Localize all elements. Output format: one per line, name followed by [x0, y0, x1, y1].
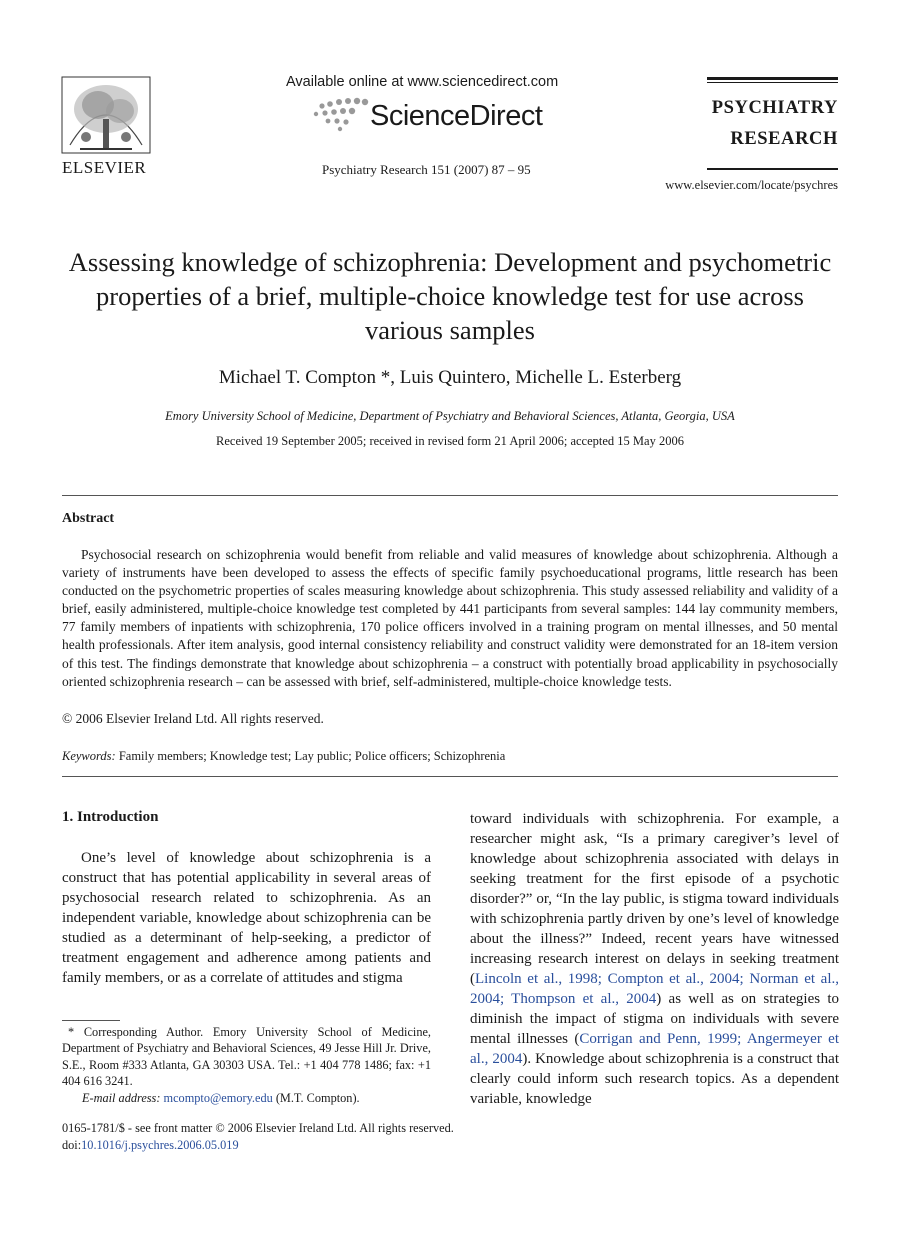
journal-reference: Psychiatry Research 151 (2007) 87 – 95: [322, 162, 531, 177]
intro-right-text-1: toward individuals with schizophrenia. For example, a researcher might ask, “Is a primary caregiver’s level of knowledge about schizophrenia associated with delays in seeking treatment for the first episode of a psychotic disorder?” or, “In the lay public, is stigma toward individuals with schizophrenia partly driven by one’s level of knowledge about the illness?” Indeed, recent years have witnessed increasing research interest on delays in seeking treatment (: [470, 811, 839, 987]
intro-right-text-3: ). Knowledge about schizophrenia is a construct that clearly could inform such research topics. As a dependent variable, knowledge: [470, 1051, 839, 1107]
corresponding-author-footnote: [62, 1024, 431, 1106]
journal-title-line1: PSYCHIATRY: [711, 98, 838, 118]
keywords: [62, 749, 505, 764]
keywords-list: Family members; Knowledge test; Lay public; Police officers; Schizophrenia: [118, 749, 506, 763]
author-affiliation: Emory University School of Medicine, Department of Psychiatry and Behavioral Sciences, Atlanta, Georgia, USA: [165, 409, 735, 423]
keywords-label: Keywords:: [62, 749, 116, 763]
journal-url[interactable]: www.elsevier.com/locate/psychres: [665, 178, 838, 192]
footnote-rule: [62, 1020, 120, 1021]
email-suffix: (M.T. Compton).: [275, 1090, 360, 1105]
doi-label: doi:: [62, 1137, 82, 1152]
abstract-copyright: © 2006 Elsevier Ireland Ltd. All rights reserved.: [62, 711, 324, 726]
footnote-email-line: [62, 1090, 431, 1106]
sciencedirect-dots-icon: [312, 94, 372, 134]
email-link[interactable]: mcompto@emory.edu: [163, 1090, 273, 1105]
article-authors: Michael T. Compton *, Luis Quintero, Michelle L. Esterberg: [218, 367, 682, 388]
email-label: E-mail address:: [82, 1090, 161, 1105]
journal-title-line2: RESEARCH: [730, 129, 838, 149]
doi-line: [62, 1137, 454, 1154]
doi-link[interactable]: 10.1016/j.psychres.2006.05.019: [81, 1137, 239, 1152]
abstract-text: Psychosocial research on schizophrenia would benefit from reliable and valid measures of knowledge about schizophrenia. Although a variety of instruments have been developed to assess the effects of specific family psychoeducational programs, little research has been conducted on the psychometric properties of scales measuring knowledge about schizophrenia. This study assessed reliability and validity of a brief, easily administered, multiple-choice knowledge test completed by 441 participants from several samples: 144 lay community members, 77 family members of inpatients with schizophrenia, 170 police officers involved in a training program on mental illnesses, and 50 mental health professionals. After item analysis, good internal consistency reliability and construct validity were demonstrated for an 18-item version of this test. The findings demonstrate that knowledge about schizophrenia – a construct with potentially broad applicability in psychosocially oriented schizophrenia research – can be assessed with brief, self-administered, multiple-choice knowledge tests.: [62, 547, 838, 689]
divider-bottom: [62, 776, 838, 777]
journal-rule-top-thin: [707, 82, 838, 83]
divider-top: [62, 495, 838, 496]
article-dates: Received 19 September 2005; received in revised form 21 April 2006; accepted 15 May 2006: [216, 434, 684, 448]
available-online[interactable]: Available online at www.sciencedirect.com: [286, 74, 559, 90]
sciencedirect-logo-text: ScienceDirect: [370, 100, 543, 132]
abstract-heading: Abstract: [62, 511, 115, 526]
section-heading-introduction: 1. Introduction: [62, 809, 159, 825]
journal-rule-bottom: [707, 168, 838, 170]
article-title: Assessing knowledge of schizophrenia: Development and psychometric properties of a brief, multiple-choice knowledge test for use across various samples: [68, 247, 832, 345]
citation-link-delays[interactable]: Lincoln et al., 1998; Compton et al., 2004; Norman et al., 2004; Thompson et al., 2004: [470, 971, 839, 1007]
front-matter-line: 0165-1781/$ - see front matter © 2006 Elsevier Ireland Ltd. All rights reserved.: [62, 1121, 454, 1135]
front-matter: [62, 1120, 454, 1153]
intro-right-text-2: ) as well as on strategies to diminish the impact of stigma on individuals with severe mental illnesses (: [470, 991, 839, 1047]
journal-rule-top: [707, 77, 838, 80]
intro-right-column: [470, 809, 839, 1109]
intro-left-column: One’s level of knowledge about schizophrenia is a construct that has potential applicability in several areas of psychosocial research related to schizophrenia. As an independent variable, knowledge about schizophrenia can be studied as a determinant of help-seeking, a predictor of treatment engagement and adherence among patients and family members, or as a correlate of attitudes and stigma: [62, 850, 431, 986]
publisher-name: ELSEVIER: [62, 158, 147, 177]
citation-link-stigma[interactable]: Corrigan and Penn, 1999; Angermeyer et al., 2004: [470, 1031, 839, 1067]
footnote-text: * Corresponding Author. Emory University School of Medicine, Department of Psychiatry and Behavioral Sciences, 49 Jesse Hill Jr. Drive, S.E., Room #333 Atlanta, GA 30303 USA. Tel.: +1 404 778 1486; fax: +1 404 616 3241.: [62, 1025, 431, 1089]
